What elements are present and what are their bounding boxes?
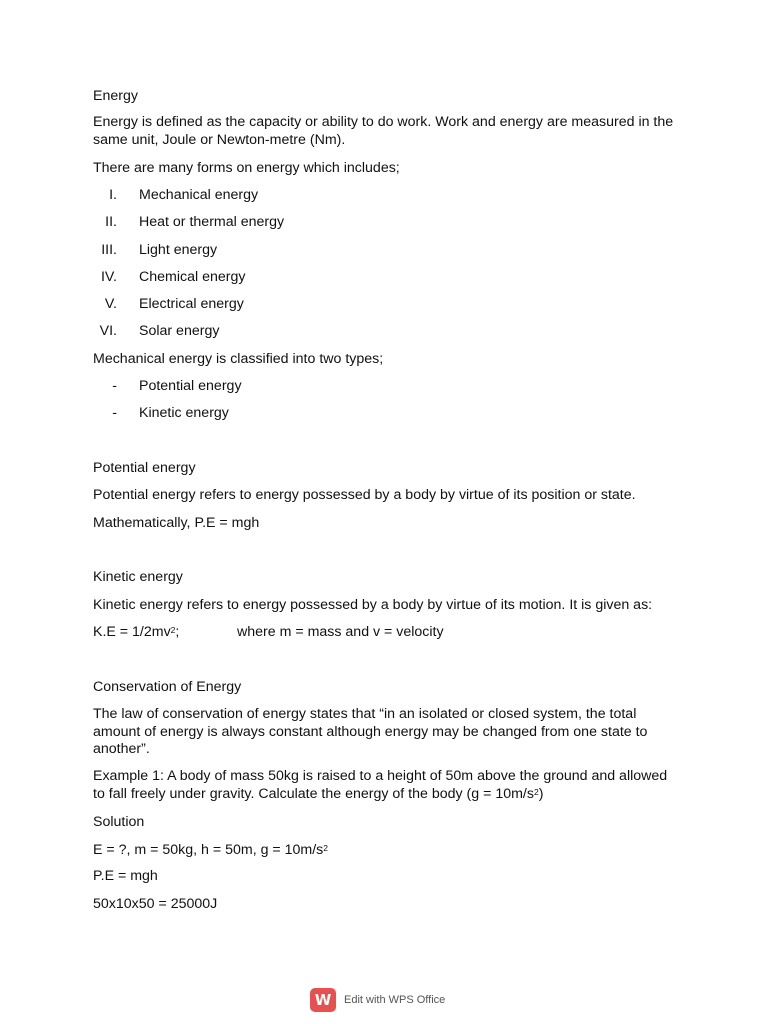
ke-formula-main: K.E = 1/2mv (93, 624, 171, 640)
list-text: Light energy (139, 242, 218, 258)
wps-edit-link[interactable]: Edit with WPS Office (344, 994, 446, 1006)
example-1-end: ) (538, 785, 544, 802)
list-text: Potential energy (139, 378, 242, 394)
heading-potential-energy: Potential energy (93, 460, 196, 476)
potential-energy-definition: Potential energy refers to energy possessed by a body by virtue of its position or state. (93, 487, 636, 503)
list-text: Chemical energy (139, 269, 246, 285)
wps-footer[interactable] (310, 987, 445, 1013)
heading-conservation: Conservation of Energy (93, 679, 242, 695)
kinetic-energy-definition: Kinetic energy refers to energy possessed by a body by virtue of its motion. It is given as: (93, 597, 653, 613)
list-text: Solar energy (139, 323, 220, 339)
kinetic-energy-where: where m = mass and v = velocity (237, 624, 444, 640)
list-marker: IV. (100, 269, 117, 285)
list-marker: III. (101, 242, 117, 258)
list-text: Heat or thermal energy (139, 214, 285, 230)
given-values (93, 841, 328, 859)
example-1-text: Example 1: A body of mass 50kg is raised to a height of 50m above the ground and allowed to fall freely under gravity. Calculate the energy of the body (g = 10m/s (93, 768, 668, 802)
list-text: Electrical energy (139, 296, 244, 312)
solution-label: Solution (93, 814, 145, 830)
mechanical-intro: Mechanical energy is classified into two types; (93, 351, 384, 367)
example-1 (93, 768, 675, 803)
list-item (93, 295, 244, 313)
list-item (93, 268, 246, 286)
example-1-exponent: 2 (533, 786, 539, 797)
wps-logo-icon[interactable]: W (310, 988, 336, 1012)
ke-formula-semicolon: ; (175, 624, 180, 640)
calculation: 50x10x50 = 25000J (93, 896, 218, 912)
heading-energy: Energy (93, 88, 138, 104)
list-item (93, 241, 218, 259)
list-marker: - (112, 378, 117, 394)
list-marker: I. (109, 187, 117, 203)
ke-formula-exponent: 2 (170, 625, 176, 635)
forms-intro: There are many forms on energy which includes; (93, 160, 400, 176)
list-marker: II. (105, 214, 117, 230)
list-marker: V. (104, 296, 117, 312)
list-item (93, 322, 220, 340)
list-item (93, 404, 229, 422)
given-text: E = ?, m = 50kg, h = 50m, g = 10m/s (93, 842, 324, 858)
list-marker: VI. (99, 323, 117, 339)
potential-energy-formula: Mathematically, P.E = mgh (93, 515, 260, 531)
list-text: Mechanical energy (139, 187, 259, 203)
energy-definition: Energy is defined as the capacity or ability to do work. Work and energy are measured in the same unit, Joule or Newton-metre (Nm). (93, 114, 674, 148)
pe-equation: P.E = mgh (93, 868, 158, 884)
list-marker: - (112, 405, 117, 421)
kinetic-energy-formula (93, 623, 179, 641)
list-item (93, 377, 242, 395)
list-item (93, 186, 259, 204)
heading-kinetic-energy: Kinetic energy (93, 569, 183, 585)
list-item (93, 213, 285, 231)
given-exponent: 2 (323, 843, 329, 853)
conservation-definition: The law of conservation of energy states that “in an isolated or closed system, the total amount of energy is always constant although energy may be changed from one state to another”. (93, 706, 648, 757)
list-text: Kinetic energy (139, 405, 229, 421)
